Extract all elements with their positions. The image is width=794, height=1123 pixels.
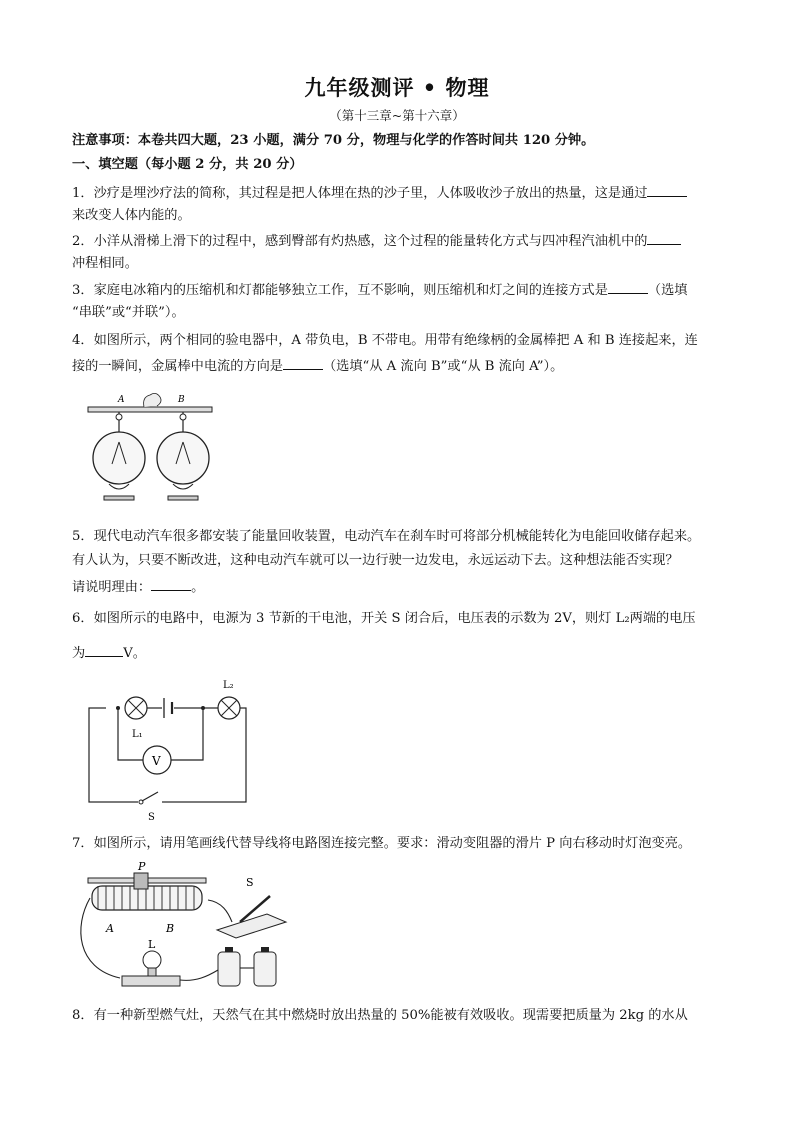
question-7-line-1: 7．如图所示，请用笔画线代替导线将电路图连接完整。要求：滑动变阻器的滑片 P 向右移动时灯泡变亮。 [72,836,692,851]
label-a: A [106,922,114,935]
question-5-line-1: 5．现代电动汽车很多都安装了能量回收装置，电动汽车在刹车时可将部分机械能转化为电能回收储存起来。 [72,529,701,544]
label-l1: L₁ [132,729,143,740]
answer-blank[interactable] [608,279,648,294]
question-3-text: 3．家庭电冰箱内的压缩机和灯都能够独立工作，互不影响，则压缩机和灯之间的连接方式是 [72,283,608,298]
label-b: B [166,922,175,935]
circuit-figure [86,674,251,822]
question-4-text: 接的一瞬间，金属棒中电流的方向是 [72,359,283,374]
question-2-text: 2．小洋从滑梯上滑下的过程中，感到臀部有灼热感，这个过程的能量转化方式与四冲程汽油机中的 [72,234,648,249]
question-8-line-1: 8．有一种新型燃气灶，天然气在其中燃烧时放出热量的 50%能被有效吸收。现需要把质量为 2kg 的水从 [72,1008,688,1023]
question-4-line-2 [72,355,732,377]
exam-notice: 注意事项：本卷共四大题，23 小题，满分 70 分，物理与化学的作答时间共 120 分钟。 [72,133,595,148]
label-l2: L₂ [223,680,234,691]
question-1-line-2: 来改变人体内能的。 [72,208,191,223]
question-5-line-3 [72,576,732,598]
answer-blank[interactable] [647,182,687,197]
question-3-text-tail: （选填 [647,283,688,298]
question-2-line-1 [72,230,732,252]
question-3-line-1 [72,279,732,301]
physical-circuit-figure [72,856,292,996]
question-2-line-2: 冲程相同。 [72,256,138,271]
answer-blank[interactable] [647,230,681,245]
label-l: L [148,938,156,951]
question-6-text-tail: V。 [123,646,146,661]
question-6-line-1: 6．如图所示的电路中，电源为 3 节新的干电池，开关 S 闭合后，电压表的示数为 2V，则灯 L₂两端的电压 [72,611,696,626]
question-1-text: 1．沙疗是埋沙疗法的简称，其过程是把人体埋在热的沙子里，人体吸收沙子放出的热量，这是通过 [72,186,648,201]
question-3-line-2: “串联”或“并联”）。 [72,305,185,320]
question-6-text: 为 [72,646,86,661]
question-1-line-1 [72,182,732,204]
electroscope-figure [86,392,216,517]
question-4-text-tail: （选填“从 A 流向 B”或“从 B 流向 A”）。 [323,359,564,374]
question-6-line-2 [72,642,732,664]
answer-blank[interactable] [151,576,191,591]
question-5-line-2: 有人认为，只要不断改进，这种电动汽车就可以一边行驶一边发电，永远运动下去。这种想法能否实现？ [72,553,679,568]
question-4-line-1: 4．如图所示，两个相同的验电器中，A 带负电，B 不带电。用带有绝缘柄的金属棒把 A 和 B 连接起来，连 [72,333,698,348]
label-v: V [152,754,161,768]
label-a: A [118,395,125,405]
answer-blank[interactable] [283,355,323,370]
question-5-text: 请说明理由： [72,580,152,595]
label-s: S [148,812,155,822]
label-b: B [178,395,185,405]
page-subtitle: （第十三章~第十六章） [329,108,465,123]
question-5-text-tail: 。 [191,580,205,595]
section-heading: 一、填空题（每小题 2 分，共 20 分） [72,157,303,172]
label-p: P [138,860,146,873]
answer-blank[interactable] [85,642,123,657]
page-title: 九年级测评 • 物理 [304,75,490,100]
label-s: S [246,876,254,889]
